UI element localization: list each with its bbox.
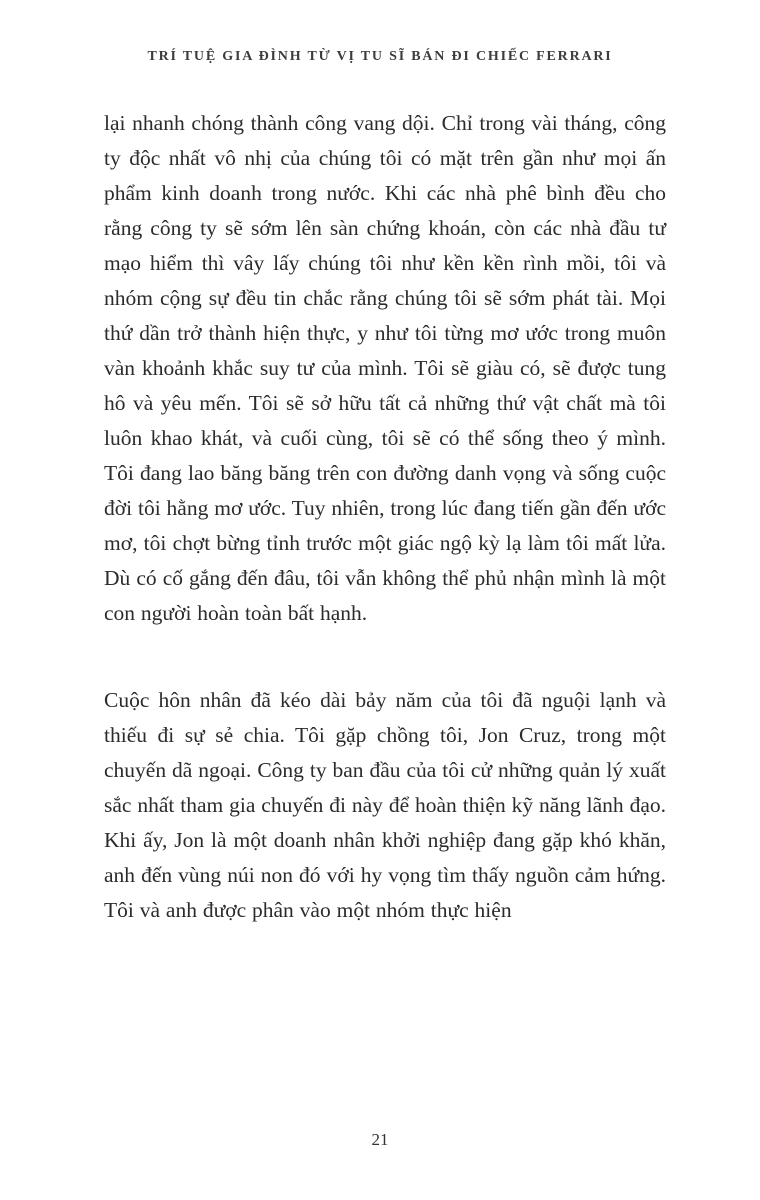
page-number: 21 xyxy=(371,1130,389,1149)
page-body xyxy=(104,106,666,928)
paragraph-2: Cuộc hôn nhân đã kéo dài bảy năm của tôi đã nguội lạnh và thiếu đi sự sẻ chia. Tôi gặp chồng tôi, Jon Cruz, trong một chuyến dã ngoại. Công ty ban đầu của tôi cử những quản lý xuất sắc nhất tham gia chuyến đi này để hoàn thiện kỹ năng lãnh đạo. Khi ấy, Jon là một doanh nhân khởi nghiệp đang gặp khó khăn, anh đến vùng núi non đó với hy vọng tìm thấy nguồn cảm hứng. Tôi và anh được phân vào một nhóm thực hiện xyxy=(104,688,666,922)
running-header-title: TRÍ TUỆ GIA ĐÌNH TỪ VỊ TU SĨ BÁN ĐI CHIẾC FERRARI xyxy=(147,49,613,64)
paragraph-1: lại nhanh chóng thành công vang dội. Chỉ trong vài tháng, công ty độc nhất vô nhị của chúng tôi có mặt trên gần như mọi ấn phẩm kinh doanh trong nước. Khi các nhà phê bình đều cho rằng công ty sẽ sớm lên sàn chứng khoán, còn các nhà đầu tư mạo hiểm thì vây lấy chúng tôi như kền kền rình mồi, tôi và nhóm cộng sự đều tin chắc rằng chúng tôi sẽ sớm phát tài. Mọi thứ dần trở thành hiện thực, y như tôi từng mơ ước trong muôn vàn khoảnh khắc suy tư của mình. Tôi sẽ giàu có, sẽ được tung hô và yêu mến. Tôi sẽ sở hữu tất cả những thứ vật chất mà tôi luôn khao khát, và cuối cùng, tôi sẽ có thể sống theo ý mình. Tôi đang lao băng băng trên con đường danh vọng và sống cuộc đời tôi hằng mơ ước. Tuy nhiên, trong lúc đang tiến gần đến ước mơ, tôi chợt bừng tỉnh trước một giác ngộ kỳ lạ làm tôi mất lửa. Dù có cố gắng đến đâu, tôi vẫn không thể phủ nhận mình là một con người hoàn toàn bất hạnh. xyxy=(104,111,666,625)
